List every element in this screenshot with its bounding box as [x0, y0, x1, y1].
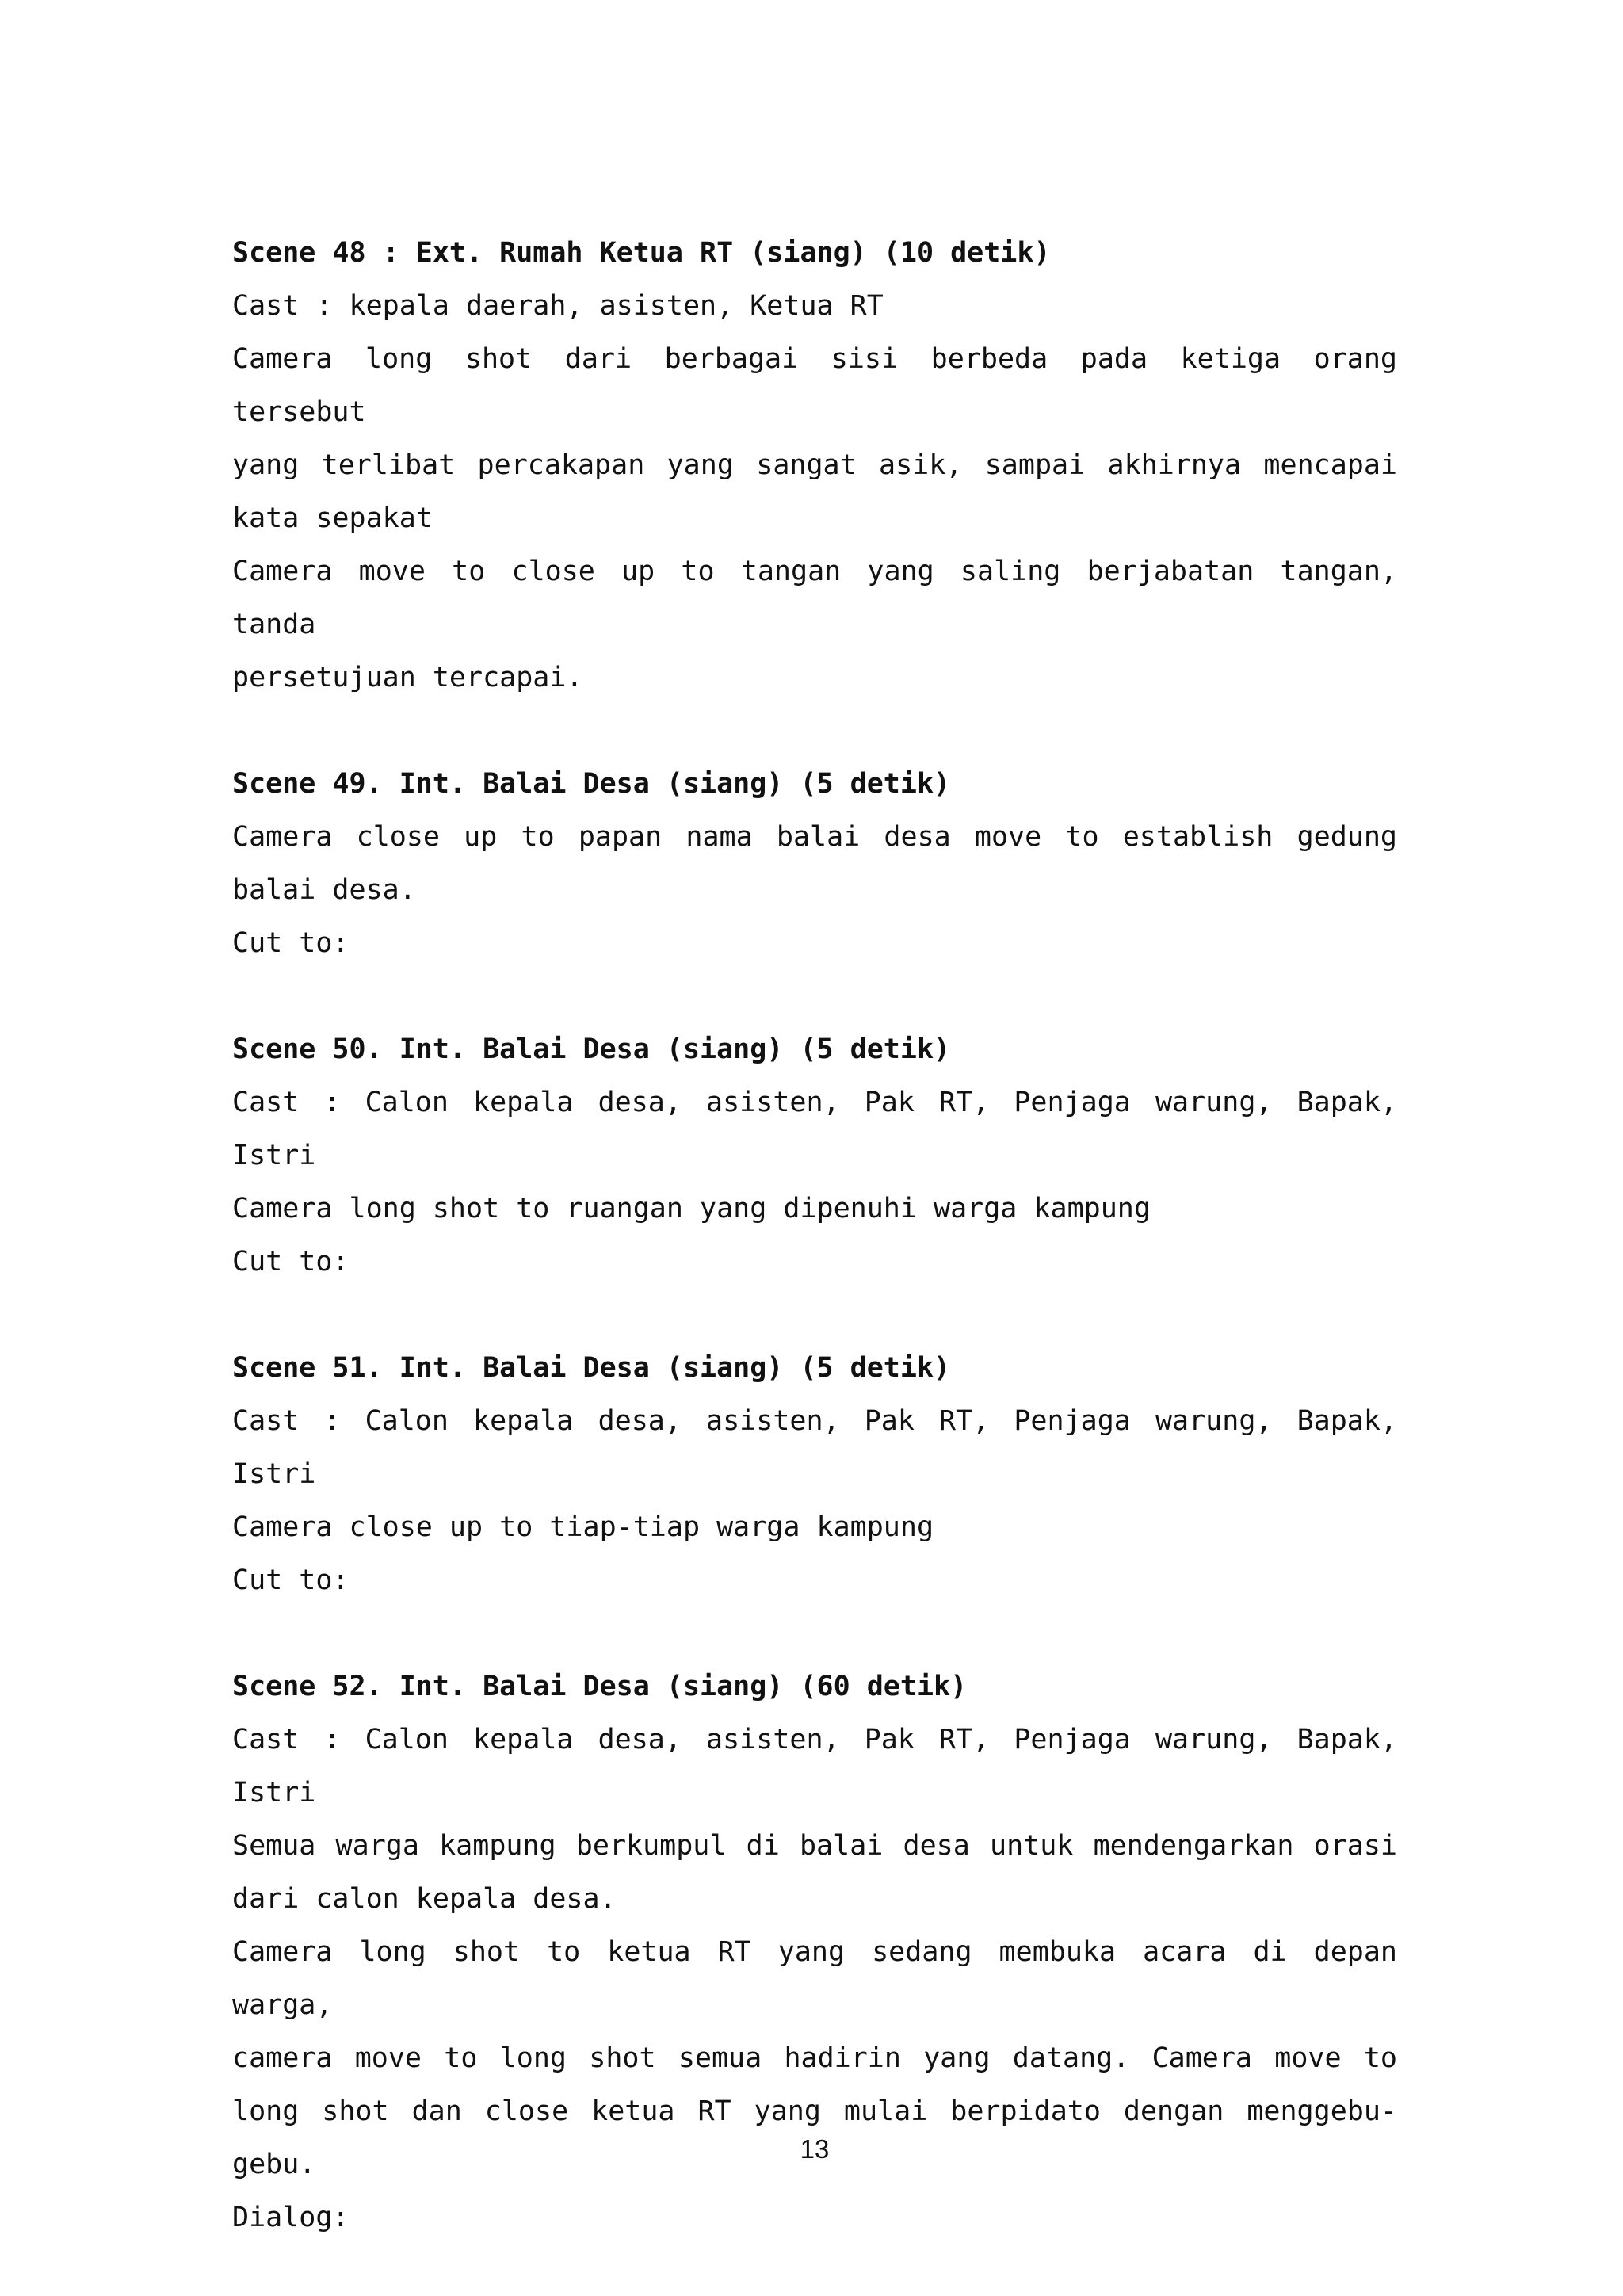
scene-text-line: Cast : Calon kepala desa, asisten, Pak RT, Penjaga warung, Bapak,: [232, 1724, 1397, 1755]
scene-text-line: Cut to:: [232, 1246, 349, 1278]
scene-text-line: yang terlibat percakapan yang sangat asik, sampai akhirnya mencapai: [232, 449, 1397, 481]
scene-text-line: balai desa.: [232, 874, 416, 906]
scene-text-line: Cast : kepala daerah, asisten, Ketua RT: [232, 290, 884, 322]
scene-text-line: Istri: [232, 1777, 316, 1809]
page-number: 13: [800, 2134, 830, 2164]
scene-text-line: Cast : Calon kepala desa, asisten, Pak RT, Penjaga warung, Bapak,: [232, 1087, 1397, 1118]
scene-heading: Scene 51. Int. Balai Desa (siang) (5 detik): [232, 1352, 951, 1384]
scene-block: [232, 1023, 1397, 1289]
scene-text-line: persetujuan tercapai.: [232, 662, 583, 693]
scene-text-line: Cast : Calon kepala desa, asisten, Pak RT, Penjaga warung, Bapak,: [232, 1405, 1397, 1437]
scene-text-line: Dialog:: [232, 2202, 349, 2233]
scene-heading: Scene 50. Int. Balai Desa (siang) (5 detik): [232, 1033, 951, 1065]
scene-block: [232, 758, 1397, 970]
scene-text-line: Camera long shot to ruangan yang dipenuhi warga kampung: [232, 1193, 1151, 1224]
scene-text-line: kata sepakat: [232, 502, 433, 534]
scene-text-line: Istri: [232, 1140, 316, 1171]
scene-text-line: long shot dan close ketua RT yang mulai berpidato dengan menggebu-: [232, 2095, 1397, 2127]
scene-text-line: gebu.: [232, 2149, 316, 2180]
scene-heading: Scene 52. Int. Balai Desa (siang) (60 detik): [232, 1671, 968, 1702]
scene-text-line: Istri: [232, 1458, 316, 1490]
scene-block: [232, 1342, 1397, 1607]
screenplay-body: [232, 227, 1397, 2244]
scene-heading: Scene 49. Int. Balai Desa (siang) (5 detik): [232, 768, 951, 800]
scene-block: [232, 227, 1397, 705]
scene-text-line: Cut to:: [232, 927, 349, 959]
scene-text-line: Camera move to close up to tangan yang saling berjabatan tangan, tanda: [232, 556, 1397, 640]
scene-text-line: Camera long shot dari berbagai sisi berbeda pada ketiga orang tersebut: [232, 343, 1397, 428]
scene-text-line: Camera close up to tiap-tiap warga kampung: [232, 1511, 934, 1543]
scene-text-line: camera move to long shot semua hadirin yang datang. Camera move to: [232, 2042, 1397, 2074]
scene-text-line: Camera long shot to ketua RT yang sedang membuka acara di depan warga,: [232, 1936, 1397, 2021]
scene-text-line: Semua warga kampung berkumpul di balai desa untuk mendengarkan orasi: [232, 1830, 1397, 1862]
scene-text-line: dari calon kepala desa.: [232, 1883, 617, 1915]
scene-text-line: Cut to:: [232, 1564, 349, 1596]
scene-text-line: Camera close up to papan nama balai desa move to establish gedung: [232, 821, 1397, 853]
scene-heading: Scene 48 : Ext. Rumah Ketua RT (siang) (10 detik): [232, 237, 1051, 269]
